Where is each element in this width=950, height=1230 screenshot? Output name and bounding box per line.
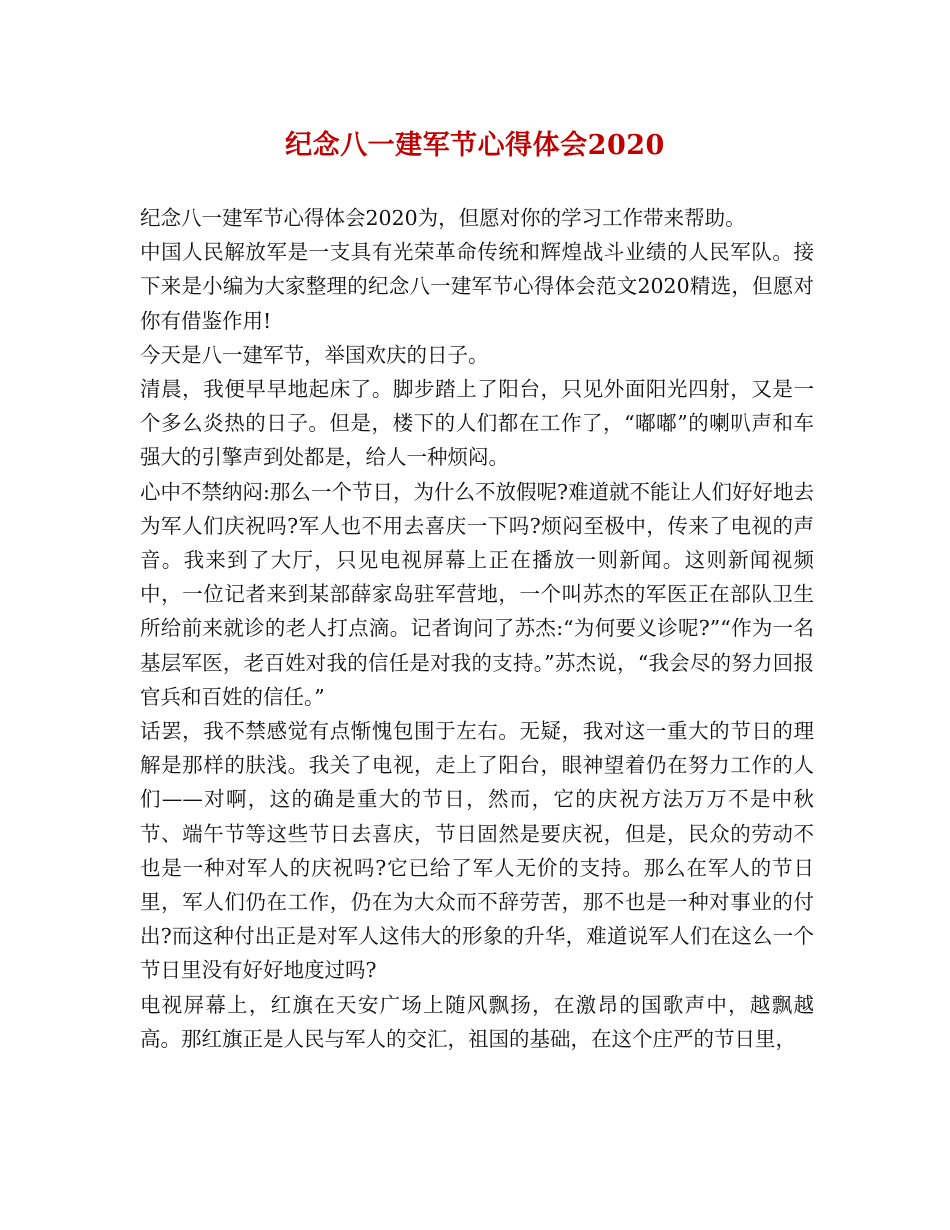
paragraph-morning: 清晨，我便早早地起床了。脚步踏上了阳台，只见外面阳光四射，又是一个多么炎热的日子。但是，楼下的人们都在工作了，“嘟嘟”的喇叭声和车强大的引擎声到处都是，给人一种烦闷。 <box>140 377 814 470</box>
paragraph-army: 中国人民解放军是一支具有光荣革命传统和辉煌战斗业绩的人民军队。接下来是小编为大家整理的纪念八一建军节心得体会范文2020精选，但愿对你有借鉴作用! <box>140 240 814 333</box>
paragraph-news: 心中不禁纳闷:那么一个节日，为什么不放假呢?难道就不能让人们好好地去为军人们庆祝吗?军人也不用去喜庆一下吗?烦闷至极中，传来了电视的声音。我来到了大厅，只见电视屏幕上正在播放一则新闻。这则新闻视频中，一位记者来到某部薛家岛驻军营地，一个叫苏杰的军医正在部队卫生所给前来就诊的老人打点滴。记者询问了苏杰:“为何要义诊呢?”“作为一名基层军医，老百姓对我的信任是对我的支持。”苏杰说，“我会尽的努力回报官兵和百姓的信任。” <box>140 479 814 709</box>
paragraph-flag: 电视屏幕上，红旗在天安广场上随风飘扬，在激昂的国歌声中，越飘越高。那红旗正是人民与军人的交汇，祖国的基础，在这个庄严的节日里， <box>140 992 814 1051</box>
document-body <box>140 201 814 1056</box>
document-title: 纪念八一建军节心得体会2020 <box>285 130 665 161</box>
paragraph-intro: 纪念八一建军节心得体会2020为，但愿对你的学习工作带来帮助。 <box>140 206 746 230</box>
paragraph-today: 今天是八一建军节，举国欢庆的日子。 <box>140 342 489 367</box>
paragraph-reflection: 话罢，我不禁感觉有点惭愧包围于左右。无疑，我对这一重大的节日的理解是那样的肤浅。我关了电视，走上了阳台，眼神望着仍在努力工作的人们——对啊，这的确是重大的节日，然而，它的庆祝方法万万不是中秋节、端午节等这些节日去喜庆，节日固然是要庆祝，但是，民众的劳动不也是一种对军人的庆祝吗?它已给了军人无价的支持。那么在军人的节日里，军人们仍在工作，仍在为大众而不辞劳苦，那不也是一种对事业的付出?而这种付出正是对军人这伟大的形象的升华，难道说军人们在这么一个节日里没有好好地度过吗? <box>140 719 814 983</box>
